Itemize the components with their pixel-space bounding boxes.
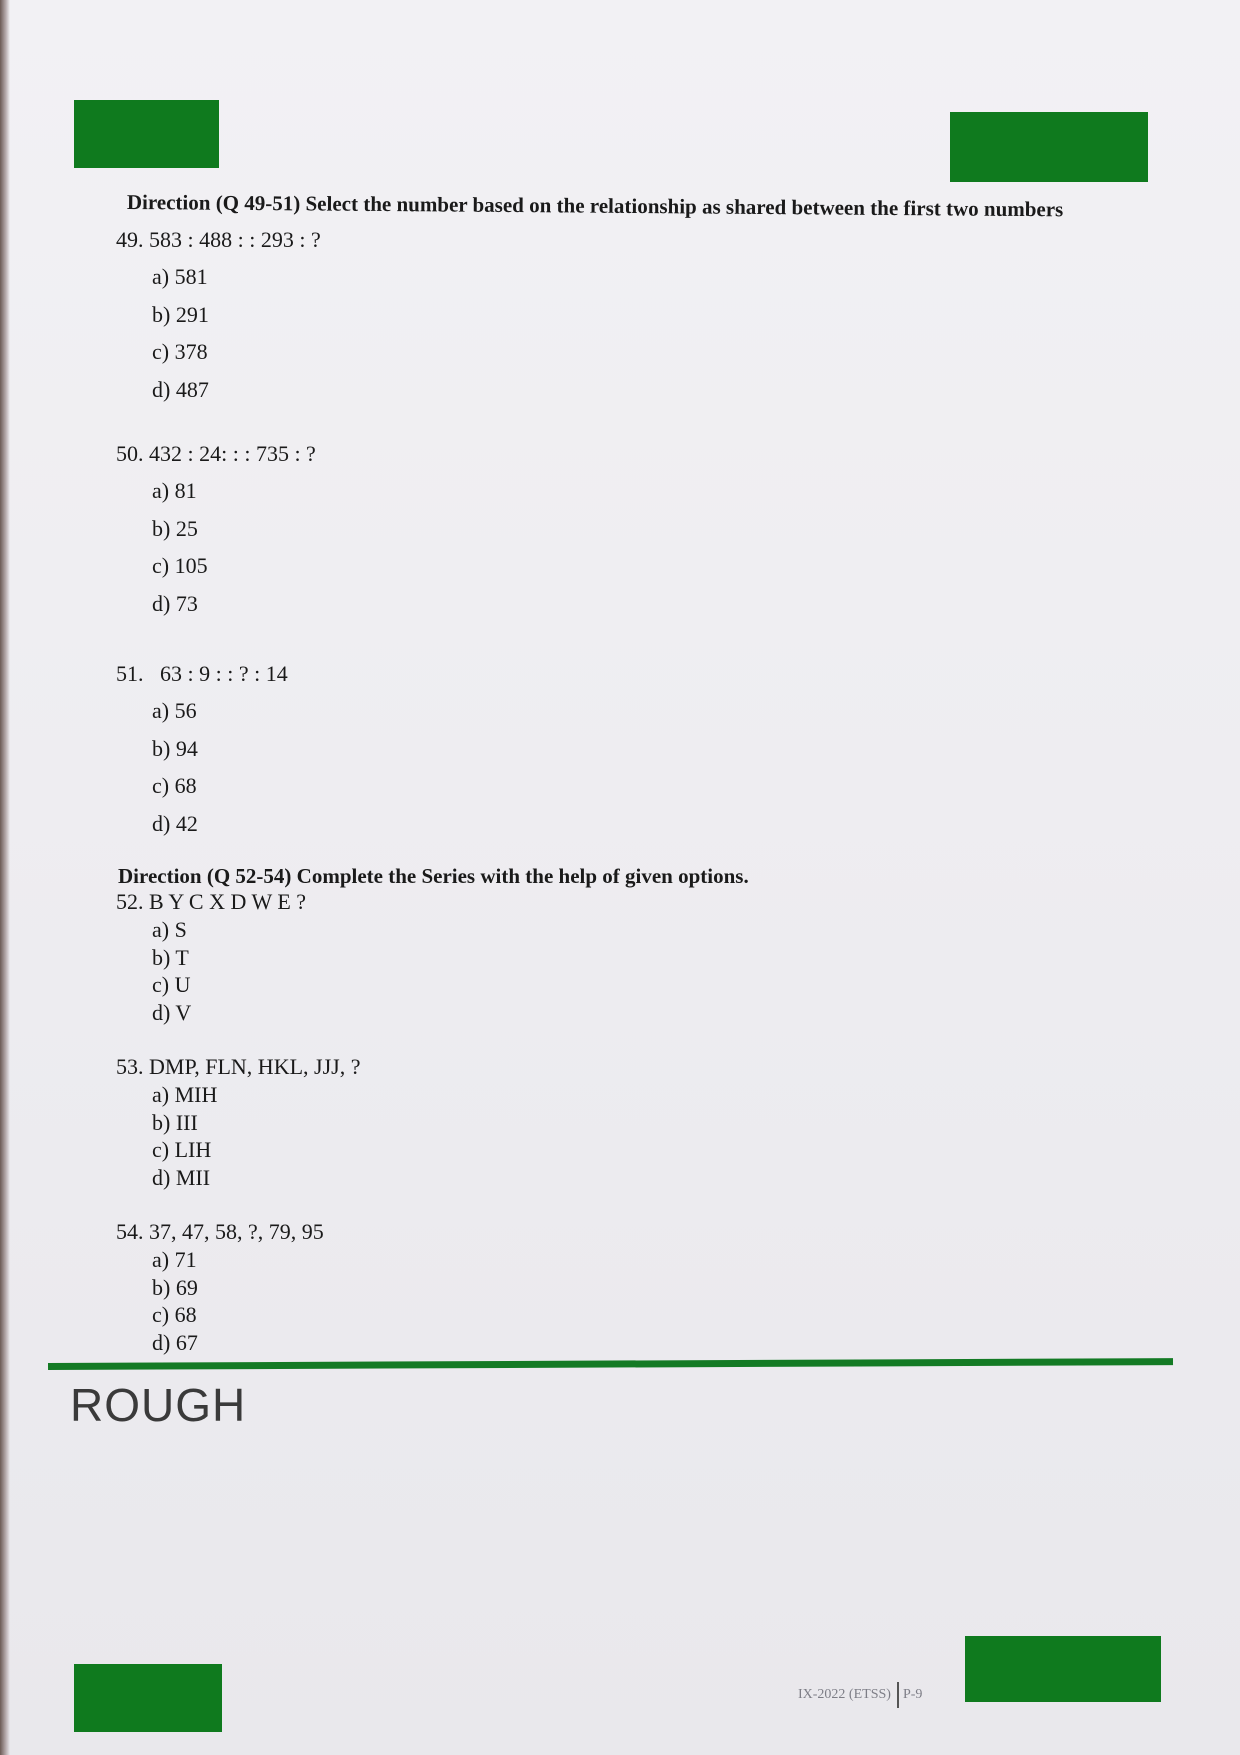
option-c: c) 378: [152, 339, 208, 364]
question-text: 53. DMP, FLN, HKL, JJJ, ?: [116, 1054, 361, 1079]
rough-work-label: ROUGH: [70, 1379, 247, 1431]
direction-q52-54: Direction (Q 52-54) Complete the Series with the help of given options.: [118, 864, 749, 888]
option-b: b) 94: [152, 735, 198, 761]
question-50: [116, 436, 316, 622]
option-d: d) 487: [152, 376, 209, 402]
option-a: a) 81: [152, 478, 197, 503]
option-d: d) 73: [152, 590, 198, 616]
option-c: c) U: [152, 972, 191, 997]
question-49: [116, 222, 321, 408]
page-edge-shadow: [0, 0, 10, 1755]
option-a: a) MIH: [152, 1082, 218, 1107]
question-text: 50. 432 : 24: : : 735 : ?: [116, 441, 316, 466]
option-b: b) III: [152, 1109, 198, 1135]
page-footer: [798, 1682, 922, 1708]
option-b: b) 291: [152, 301, 209, 327]
question-text: 54. 37, 47, 58, ?, 79, 95: [116, 1219, 324, 1244]
registration-mark-bottom-right: [965, 1636, 1161, 1702]
rough-section-divider: [48, 1358, 1173, 1370]
option-d: d) 42: [152, 810, 198, 836]
option-a: a) 71: [152, 1247, 197, 1272]
option-b: b) 69: [152, 1274, 198, 1300]
option-c: c) 105: [152, 553, 208, 578]
registration-mark-bottom-left: [74, 1664, 222, 1732]
exam-code: IX-2022 (ETSS): [798, 1687, 891, 1703]
footer-separator: [897, 1682, 899, 1708]
option-c: c) 68: [152, 1302, 197, 1327]
option-a: a) 581: [152, 264, 208, 289]
page-number: P-9: [902, 1687, 923, 1703]
question-51: [116, 656, 288, 842]
option-c: c) LIH: [152, 1137, 212, 1162]
option-a: a) 56: [152, 698, 197, 723]
option-d: d) MII: [152, 1164, 211, 1190]
question-text: 52. B Y C X D W E ?: [116, 889, 307, 914]
option-b: b) 25: [152, 515, 198, 541]
option-c: c) 68: [152, 773, 197, 798]
option-a: a) S: [152, 917, 187, 942]
question-53: [116, 1053, 360, 1191]
question-54: [116, 1218, 324, 1356]
option-d: d) 67: [152, 1329, 198, 1355]
option-b: b) T: [152, 944, 189, 970]
question-text: 51. 63 : 9 : : ? : 14: [116, 661, 288, 686]
question-52: [116, 888, 306, 1026]
registration-mark-top-left: [74, 100, 219, 168]
registration-mark-top-right: [950, 112, 1148, 182]
question-text: 49. 583 : 488 : : 293 : ?: [116, 227, 321, 252]
option-d: d) V: [152, 999, 192, 1025]
direction-q49-51: Direction (Q 49-51) Select the number based on the relationship as shared between the first two numbers: [126, 190, 1064, 222]
